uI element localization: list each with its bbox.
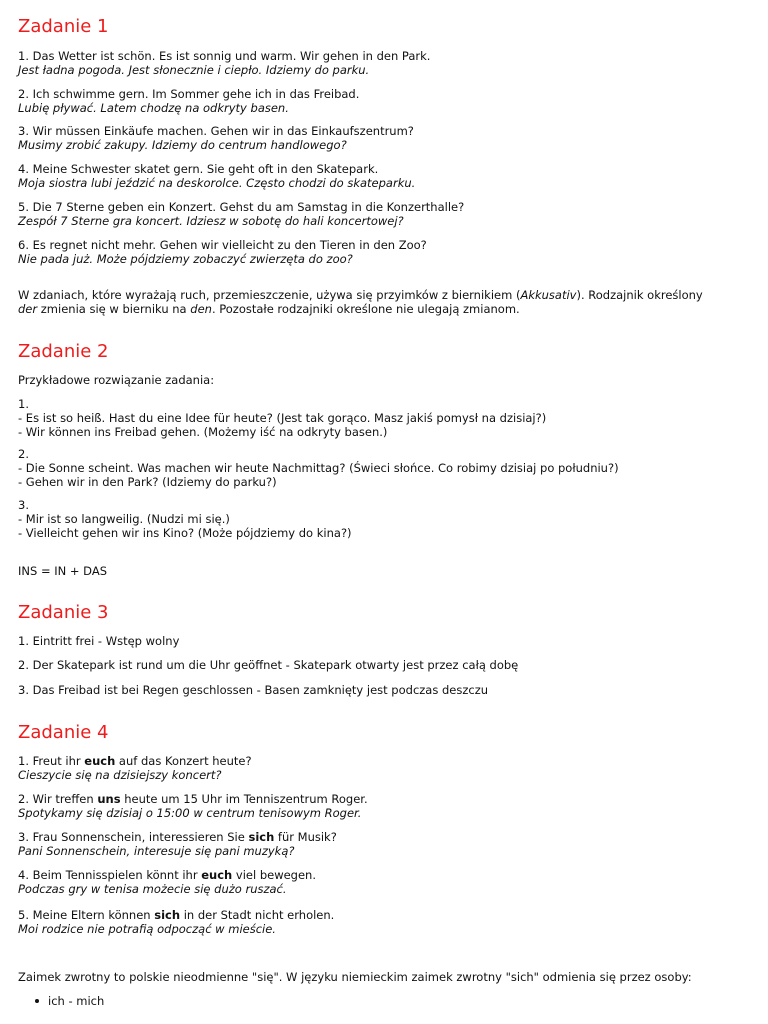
z4-item-2 bbox=[18, 792, 758, 820]
z2-intro bbox=[18, 373, 758, 387]
z2-dialogue-1 bbox=[18, 397, 758, 439]
german-sentence: 3. Wir müssen Einkäufe machen. Gehen wir in das Einkaufszentrum? bbox=[18, 124, 414, 138]
dialogue-line: - Wir können ins Freibad gehen. (Możemy iść na odkryty basen.) bbox=[18, 425, 388, 439]
heading-zadanie-1: Zadanie 1 bbox=[18, 16, 109, 37]
pronoun-list bbox=[18, 994, 758, 1008]
dialogue-number: 2. bbox=[18, 447, 29, 461]
polish-translation: Cieszycie się na dzisiejszy koncert? bbox=[18, 768, 222, 782]
german-sentence: 1. Freut ihr euch auf das Konzert heute? bbox=[18, 754, 252, 768]
heading-zadanie-3: Zadanie 3 bbox=[18, 602, 109, 623]
dialogue-number: 1. bbox=[18, 397, 29, 411]
dialogue-line: - Es ist so heiß. Hast du eine Idee für heute? (Jest tak gorąco. Masz jakiś pomysł na dzisiaj?) bbox=[18, 411, 547, 425]
grammar-note-text: W zdaniach, które wyrażają ruch, przemieszczenie, używa się przyimków z biernikiem (Akkusativ). Rodzajnik określony der zmienia się w bierniku na den. Pozostałe rodzajniki określone nie ulegają zmianom. bbox=[18, 288, 703, 316]
z2-rule bbox=[18, 564, 758, 578]
z1-item-4 bbox=[18, 162, 758, 190]
polish-translation: Nie pada już. Może pójdziemy zobaczyć zwierzęta do zoo? bbox=[18, 252, 353, 266]
z3-sentence: 3. Das Freibad ist bei Regen geschlossen - Basen zamknięty jest podczas deszczu bbox=[18, 683, 489, 697]
z4-item-4 bbox=[18, 868, 758, 896]
heading-zadanie-4: Zadanie 4 bbox=[18, 722, 109, 743]
z4-item-5 bbox=[18, 908, 758, 936]
z1-item-3 bbox=[18, 124, 758, 152]
german-sentence: 3. Frau Sonnenschein, interessieren Sie sich für Musik? bbox=[18, 830, 337, 844]
german-sentence: 5. Meine Eltern können sich in der Stadt nicht erholen. bbox=[18, 908, 335, 922]
polish-translation: Zespół 7 Sterne gra koncert. Idziesz w sobotę do hali koncertowej? bbox=[18, 214, 404, 228]
german-sentence: 4. Beim Tennisspielen könnt ihr euch viel bewegen. bbox=[18, 868, 316, 882]
z2-dialogue-3 bbox=[18, 498, 758, 540]
polish-translation: Pani Sonnenschein, interesuje się pani muzyką? bbox=[18, 844, 295, 858]
polish-translation: Moi rodzice nie potrafią odpocząć w mieście. bbox=[18, 922, 276, 936]
z4-pronoun-note bbox=[18, 970, 758, 984]
z1-item-6 bbox=[18, 238, 758, 266]
z2-intro-text: Przykładowe rozwiązanie zadania: bbox=[18, 373, 215, 387]
list-item-text: ich - mich bbox=[48, 994, 105, 1008]
german-sentence: 4. Meine Schwester skatet gern. Sie geht oft in den Skatepark. bbox=[18, 162, 379, 176]
polish-translation: Lubię pływać. Latem chodzę na odkryty basen. bbox=[18, 101, 289, 115]
z3-item-3 bbox=[18, 683, 758, 697]
dialogue-number: 3. bbox=[18, 498, 29, 512]
polish-translation: Jest ładna pogoda. Jest słonecznie i ciepło. Idziemy do parku. bbox=[18, 63, 370, 77]
z1-item-2 bbox=[18, 87, 758, 115]
bullet-icon bbox=[35, 999, 39, 1003]
z1-grammar-note bbox=[18, 288, 758, 316]
pronoun-note-text: Zaimek zwrotny to polskie nieodmienne "się". W języku niemieckim zaimek zwrotny "sich" odmienia się przez osoby: bbox=[18, 970, 692, 984]
z4-item-3 bbox=[18, 830, 758, 858]
z1-item-5 bbox=[18, 200, 758, 228]
z3-item-2 bbox=[18, 658, 758, 672]
z3-sentence: 1. Eintritt frei - Wstęp wolny bbox=[18, 634, 180, 648]
dialogue-line: - Vielleicht gehen wir ins Kino? (Może pójdziemy do kina?) bbox=[18, 526, 352, 540]
z3-item-1 bbox=[18, 634, 758, 648]
z2-dialogue-2 bbox=[18, 447, 758, 489]
polish-translation: Podczas gry w tenisa możecie się dużo ruszać. bbox=[18, 882, 287, 896]
z1-item-1 bbox=[18, 49, 758, 77]
z4-item-1 bbox=[18, 754, 758, 782]
polish-translation: Musimy zrobić zakupy. Idziemy do centrum handlowego? bbox=[18, 138, 347, 152]
z4-bullet-list bbox=[18, 994, 758, 1008]
german-sentence: 2. Ich schwimme gern. Im Sommer gehe ich in das Freibad. bbox=[18, 87, 360, 101]
polish-translation: Moja siostra lubi jeździć na deskorolce. Często chodzi do skateparku. bbox=[18, 176, 416, 190]
german-sentence: 2. Wir treffen uns heute um 15 Uhr im Tenniszentrum Roger. bbox=[18, 792, 368, 806]
z3-sentence: 2. Der Skatepark ist rund um die Uhr geöffnet - Skatepark otwarty jest przez całą dobę bbox=[18, 658, 519, 672]
contraction-rule: INS = IN + DAS bbox=[18, 564, 108, 578]
dialogue-line: - Mir ist so langweilig. (Nudzi mi się.) bbox=[18, 512, 230, 526]
german-sentence: 5. Die 7 Sterne geben ein Konzert. Gehst du am Samstag in die Konzerthalle? bbox=[18, 200, 465, 214]
polish-translation: Spotykamy się dzisiaj o 15:00 w centrum tenisowym Roger. bbox=[18, 806, 362, 820]
german-sentence: 1. Das Wetter ist schön. Es ist sonnig und warm. Wir gehen in den Park. bbox=[18, 49, 431, 63]
german-sentence: 6. Es regnet nicht mehr. Gehen wir vielleicht zu den Tieren in den Zoo? bbox=[18, 238, 427, 252]
dialogue-line: - Gehen wir in den Park? (Idziemy do parku?) bbox=[18, 475, 277, 489]
dialogue-line: - Die Sonne scheint. Was machen wir heute Nachmittag? (Świeci słońce. Co robimy dzisiaj po południu?) bbox=[18, 461, 619, 475]
heading-zadanie-2: Zadanie 2 bbox=[18, 341, 109, 362]
list-item bbox=[18, 994, 758, 1008]
